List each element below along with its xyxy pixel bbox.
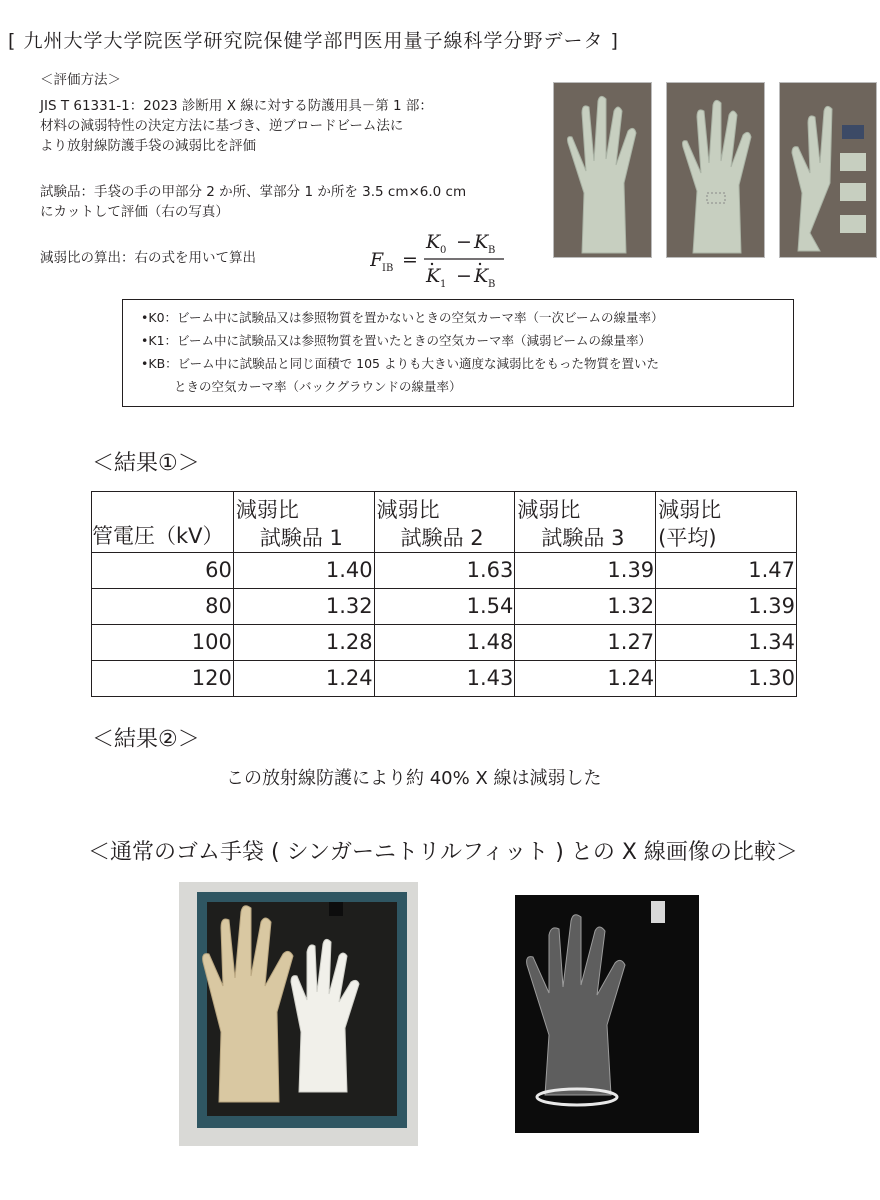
table-cell: 1.34 xyxy=(656,625,797,661)
table-cell: 1.40 xyxy=(233,553,374,589)
formula-dot xyxy=(431,263,433,265)
formula-num-a: K xyxy=(426,231,441,253)
table-cell: 1.28 xyxy=(233,625,374,661)
table-cell: 1.24 xyxy=(233,661,374,697)
comparison-heading: ＜通常のゴム手袋 ( シンガーニトリルフィット ) との X 線画像の比較＞ xyxy=(88,840,798,865)
column-header-sample2 xyxy=(374,492,515,553)
result2-heading: ＜結果②＞ xyxy=(92,727,200,752)
sample-piece xyxy=(842,125,864,139)
standard-line: 材料の減弱特性の決定方法に基づき、逆ブロードビーム法に xyxy=(40,118,404,134)
table-cell: 120 xyxy=(92,661,234,697)
method-calc-text: 減弱比の算出：右の式を用いて算出 xyxy=(40,250,256,266)
table-cell: 1.30 xyxy=(656,661,797,697)
column-header-sub: 試験品 3 xyxy=(541,526,625,550)
table-cell: 1.27 xyxy=(515,625,656,661)
table-cell: 1.63 xyxy=(374,553,515,589)
formula-den-b: K xyxy=(474,265,489,287)
column-header-label: 減弱比 xyxy=(517,498,581,522)
table-row xyxy=(92,553,797,589)
table-cell: 1.54 xyxy=(374,589,515,625)
result1-heading: ＜結果①＞ xyxy=(92,451,200,476)
table-cell: 1.47 xyxy=(656,553,797,589)
binder-clip xyxy=(329,902,343,916)
formula-num-a-sub: 0 xyxy=(440,245,447,256)
definitions-box xyxy=(122,299,794,407)
attenuation-formula xyxy=(370,228,520,290)
sample-piece xyxy=(840,183,866,201)
standard-line: JIS T 61331-1：2023 診断用 X 線に対する防護用具－第 1 部： xyxy=(40,98,433,114)
formula-lhs-sub: IB xyxy=(382,263,394,274)
table-row xyxy=(92,661,797,697)
table-cell: 1.43 xyxy=(374,661,515,697)
formula-num-minus: − xyxy=(456,231,472,253)
column-header-sample3 xyxy=(515,492,656,553)
sample-line: 試験品：手袋の手の甲部分 2 か所、掌部分 1 か所を 3.5 cm×6.0 cm xyxy=(40,184,467,200)
definition-kb-cont: ときの空気カーマ率（バックグラウンドの線量率） xyxy=(174,379,462,394)
formula-num-b-sub: B xyxy=(488,245,496,256)
table-cell: 100 xyxy=(92,625,234,661)
column-header-sample1 xyxy=(233,492,374,553)
method-sample-text xyxy=(40,182,466,222)
column-header-label: 減弱比 xyxy=(235,498,299,522)
column-header-label: 管電圧（kV） xyxy=(92,524,224,548)
glove-photo-3 xyxy=(779,82,877,258)
column-header-average xyxy=(656,492,797,553)
column-header-sub: 試験品 2 xyxy=(400,526,484,550)
xray-binder-clip xyxy=(651,901,665,923)
glove-photo-1 xyxy=(553,82,652,258)
definition-k0: •K0：ビーム中に試験品又は参照物質を置かないときの空気カーマ率（一次ビームの線量率） xyxy=(141,310,664,325)
formula-den-minus: − xyxy=(456,265,472,287)
formula-eq: = xyxy=(402,249,418,271)
table-cell: 60 xyxy=(92,553,234,589)
result2-text: この放射線防護により約 40% X 線は減弱した xyxy=(226,768,602,789)
xray-image xyxy=(515,895,699,1133)
standard-line: より放射線防護手袋の減弱比を評価 xyxy=(40,138,256,154)
gloves-board-photo xyxy=(179,882,418,1146)
column-header-sub: (平均) xyxy=(658,526,717,550)
formula-dot xyxy=(479,263,481,265)
sample-piece xyxy=(840,215,866,233)
formula-den-b-sub: B xyxy=(488,279,496,290)
table-cell: 1.32 xyxy=(233,589,374,625)
column-header-sub: 試験品 1 xyxy=(259,526,343,550)
table-cell: 80 xyxy=(92,589,234,625)
table-cell: 1.24 xyxy=(515,661,656,697)
column-header-label: 減弱比 xyxy=(658,498,722,522)
page-title: [ 九州大学大学院医学研究院保健学部門医用量子線科学分野データ ] xyxy=(8,30,619,52)
column-header-kv xyxy=(92,492,234,553)
formula-lhs: F xyxy=(370,249,384,271)
formula-num-b: K xyxy=(474,231,489,253)
sample-piece xyxy=(840,153,866,171)
results-table xyxy=(91,491,797,697)
definition-kb: •KB：ビーム中に試験品と同じ面積で 105 よりも大きい適度な減弱比をもった物質を置いた xyxy=(141,356,659,371)
table-cell: 1.48 xyxy=(374,625,515,661)
sample-line: にカットして評価（右の写真） xyxy=(40,204,229,220)
table-cell: 1.32 xyxy=(515,589,656,625)
definition-k1: •K1：ビーム中に試験品又は参照物質を置いたときの空気カーマ率（減弱ビームの線量率） xyxy=(141,333,652,348)
table-row xyxy=(92,625,797,661)
table-row xyxy=(92,589,797,625)
column-header-label: 減弱比 xyxy=(376,498,440,522)
table-cell: 1.39 xyxy=(656,589,797,625)
method-standard-text xyxy=(40,96,433,156)
table-cell: 1.39 xyxy=(515,553,656,589)
method-heading: ＜評価方法＞ xyxy=(40,72,121,88)
formula-den-a: K xyxy=(426,265,441,287)
table-header-row xyxy=(92,492,797,553)
glove-photo-2 xyxy=(666,82,765,258)
formula-den-a-sub: 1 xyxy=(440,279,447,290)
